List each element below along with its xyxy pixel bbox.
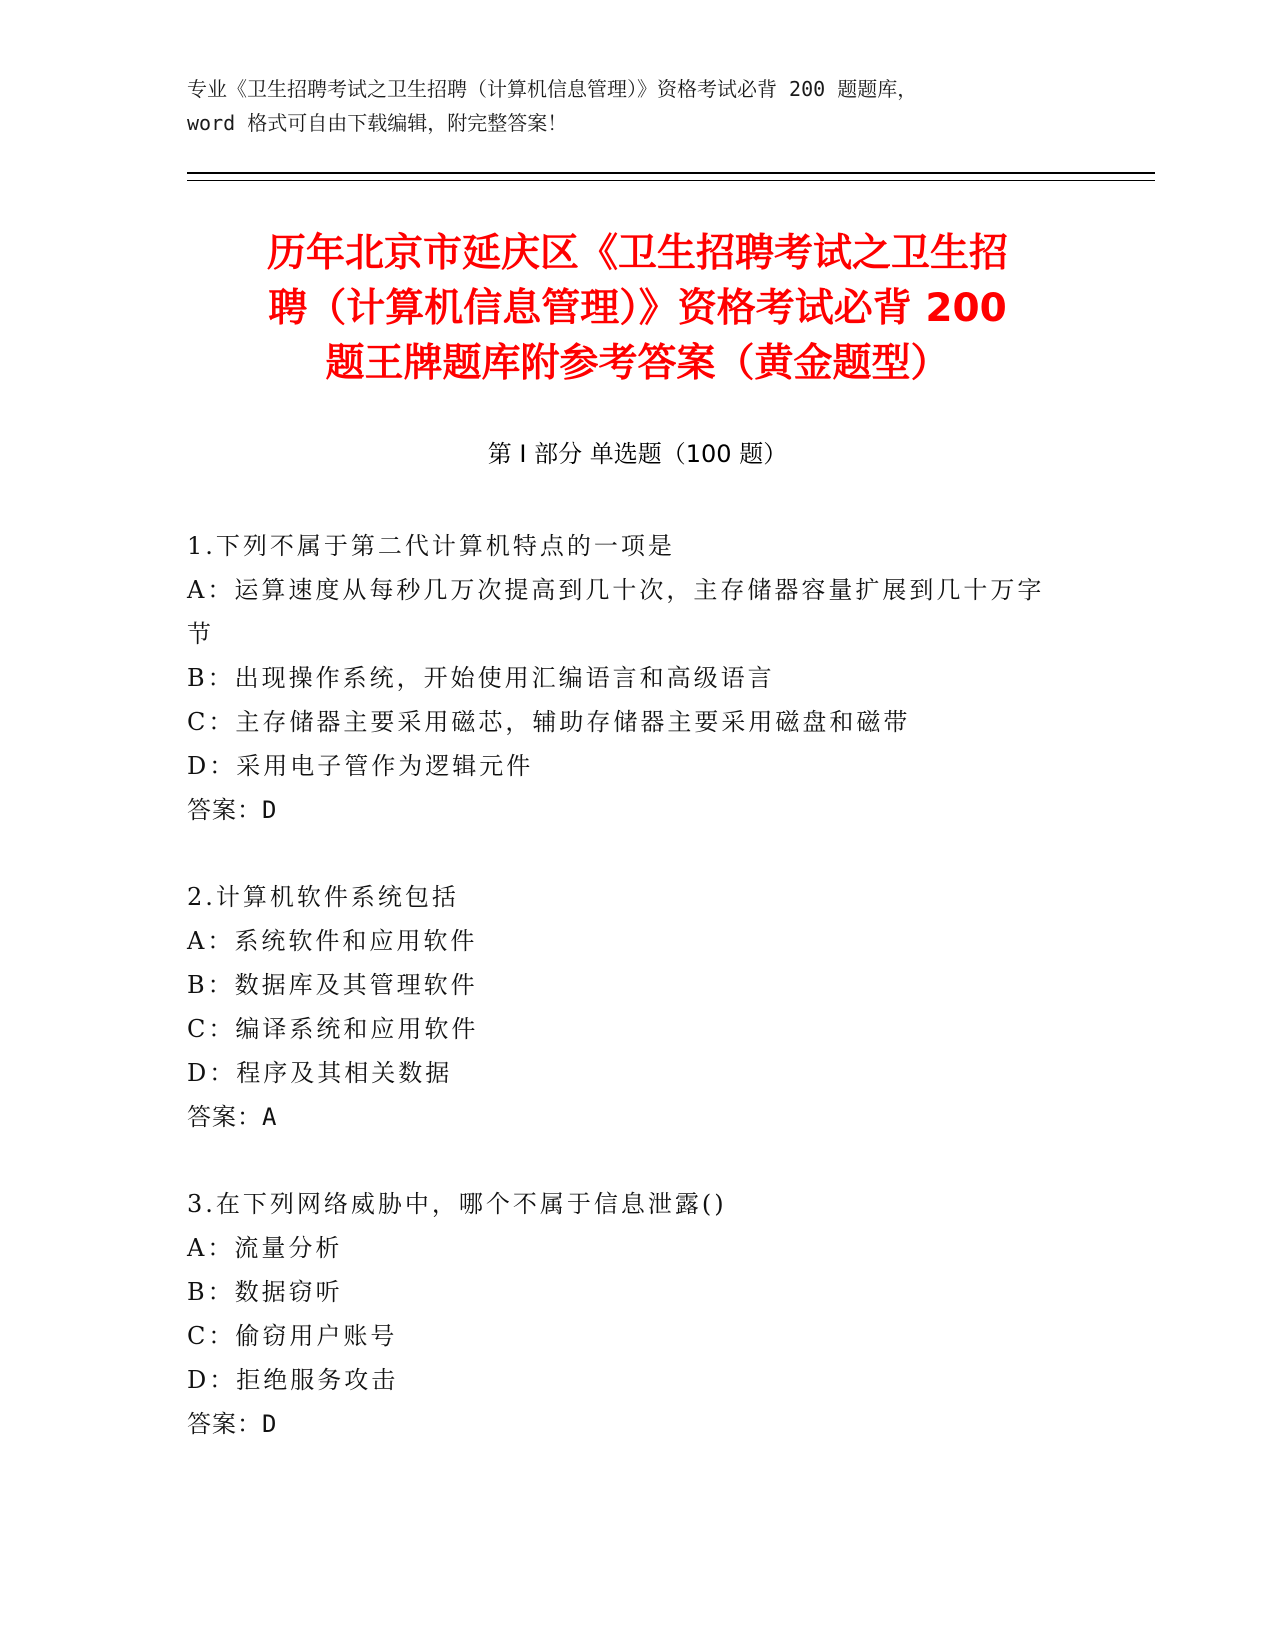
question-item <box>187 524 1067 832</box>
answer-value: D <box>262 796 278 824</box>
answer-label: 答案： <box>187 1410 262 1438</box>
answer-line <box>187 1095 1067 1139</box>
header-divider-thick <box>187 172 1155 174</box>
question-stem: 3.在下列网络威胁中，哪个不属于信息泄露() <box>187 1190 727 1218</box>
option-a: A：流量分析 <box>187 1234 343 1262</box>
answer-line <box>187 788 1067 832</box>
option-d: D：拒绝服务攻击 <box>187 1366 399 1394</box>
option-c: C：编译系统和应用软件 <box>187 1015 479 1043</box>
title-line-1: 历年北京市延庆区《卫生招聘考试之卫生招 <box>266 231 1008 276</box>
answer-value: D <box>262 1410 278 1438</box>
section-heading: 第 I 部分 单选题（100 题） <box>487 440 788 468</box>
question-stem: 2.计算机软件系统包括 <box>187 883 459 911</box>
title-line-3: 题王牌题库附参考答案（黄金题型） <box>325 341 950 386</box>
option-b: B：数据窃听 <box>187 1278 343 1306</box>
answer-value: A <box>262 1103 278 1131</box>
header-divider-thin <box>187 180 1155 181</box>
header-line-2: word 格式可自由下载编辑，附完整答案！ <box>187 111 568 135</box>
question-list <box>187 524 1067 1489</box>
question-stem: 1.下列不属于第二代计算机特点的一项是 <box>187 532 675 560</box>
title-line-2: 聘（计算机信息管理）》资格考试必背 200 <box>268 286 1007 331</box>
document-title <box>160 226 1115 391</box>
option-b: B：出现操作系统，开始使用汇编语言和高级语言 <box>187 664 775 692</box>
option-a: A：系统软件和应用软件 <box>187 927 478 955</box>
option-d: D：程序及其相关数据 <box>187 1059 453 1087</box>
question-item <box>187 875 1067 1139</box>
question-item <box>187 1182 1067 1446</box>
header-note <box>187 72 1087 140</box>
header-line-1: 专业《卫生招聘考试之卫生招聘（计算机信息管理）》资格考试必背 200 题题库， <box>187 77 918 101</box>
answer-line <box>187 1402 1067 1446</box>
option-c: C：主存储器主要采用磁芯，辅助存储器主要采用磁盘和磁带 <box>187 708 911 736</box>
option-a: A：运算速度从每秒几万次提高到几十次，主存储器容量扩展到几十万字节 <box>187 576 1045 648</box>
answer-label: 答案： <box>187 1103 262 1131</box>
option-c: C：偷窃用户账号 <box>187 1322 398 1350</box>
answer-label: 答案： <box>187 796 262 824</box>
option-d: D：采用电子管作为逻辑元件 <box>187 752 534 780</box>
option-b: B：数据库及其管理软件 <box>187 971 478 999</box>
